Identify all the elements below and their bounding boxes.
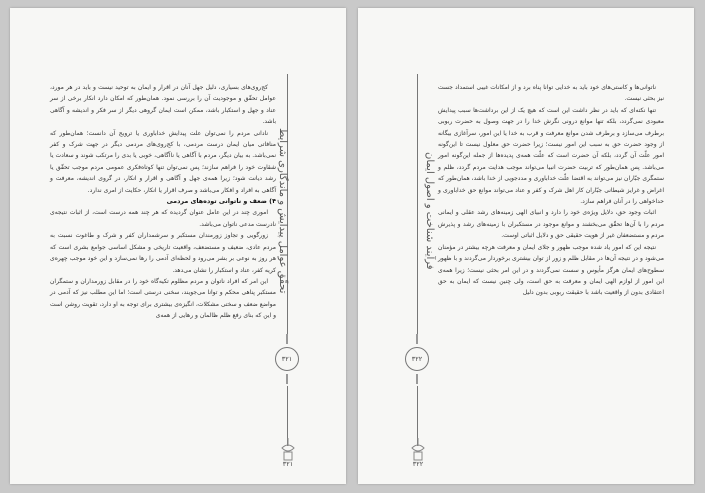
scroll-ornament-icon <box>278 438 298 462</box>
margin-rule-upper <box>417 74 418 336</box>
paragraph: نتیجه این که امور یاد شده موجب ظهور و جلای ایمان و معرفت هرچه بیشتر در مؤمنان می‌شود و در نتیجه آن‌ها در مقابل ظلم و زور از توان بیشتری برخوردار می‌گردند و با ظهور سطوح‌های ایمان هرگز مأیوس و سست نمی‌گردند و در این امر بحثی نیست؛ زیرا همه‌ی این امور از لوازم الهی ایمان و معرفت به حق است، ولی چنین نیست که ایمان به حق اعتقادی بدون از واقعیت باشد با حقیقت ربوبی بدون دلیل <box>438 243 664 297</box>
scroll-ornament-icon <box>408 438 428 462</box>
page-number-badge: ۳۲۱ <box>275 347 299 371</box>
ornament-stem-icon <box>286 334 288 344</box>
running-head: فرآیند شناخت و اصول ایمان <box>424 151 435 270</box>
left-page <box>10 8 346 484</box>
ornament-stem-icon <box>416 374 418 384</box>
page-number-badge: ۳۲۲ <box>405 347 429 371</box>
page-body-text <box>50 82 276 322</box>
margin-rule-lower <box>417 386 418 446</box>
margin-rule-lower <box>287 386 288 446</box>
page-number-ornament <box>274 331 300 387</box>
page-number-footer: ۳۲۲ <box>412 460 424 468</box>
running-head: تحقّق عوامل پیدایش و ماندگاری شرایط <box>277 127 288 294</box>
page-number-ornament <box>404 331 430 387</box>
paragraph: کج‌روی‌های بسیاری، دلیل جهل آنان در اقرار و ایمان به توحید نیست و باید در هر مورد، عوامل تحقّق و موجودیت آن را بررسی نمود. همان‌طور که امکان دارد انکار برخی از سر عناد و جهل و استکبار باشد، ممکن است ایمان گروهی دیگر از سر فکر و اندیشه و آگاهی باشد. <box>50 84 276 126</box>
paragraph: این امر که افراد ناتوان و مردم مظلوم تکیه‌گاه خود را در مقابل زورمداران و ستمگران مستکبر پناهی محکم و توانا می‌جویند، سخنی درستی است؛ اما این مطلب نیز که آدمی در مواضع ضعف و سختی مشکلات، انگیزه‌ی بیشتری برای توجه به او دارد، تقویت روشن است و این که بنای رفع ظلم ظالمان و رهایی از همه‌ی <box>50 277 276 320</box>
paragraph: نادانی مردم را نمی‌توان علت پیدایش خداباوری یا ترویج آن دانست؛ همان‌طور که منافاتی میان ایمان درست مردمی، با کج‌روی‌های مردمی دیگر در جهت شرک و کفر نمی‌باشد. به بیان دیگر، مردم با آگاهی یا ناآگاهی، خوبی یا بدی را مرتکب شوند و سعادت یا شقاوت خود را فراهم سازند؛ پس نمی‌توان تنها کوتاه‌فکری عمومی مردم موجب تحقّق یا رشد دیانت شود؛ زیرا همه‌ی جهل و آگاهی و اقرار و انکار، در گروی اندیشه، معرفت و آگاهی به افراد و افکار می‌باشد و صرف اقرار یا انکار، حکایت از امری ندارد. <box>50 129 276 194</box>
paragraph: تنها نکته‌ای که باید در نظر داشت این است که هیچ یک از این برداشت‌ها سبب پیدایش معبودی نمی‌گردد، بلکه تنها موانع درونی نگرش خدا را در جهت وصول به حضرت ربوبی برطرف می‌سازد و برطرف شدن موانع معرفت و قرب به خدا یا این امور، سرآغازی بیگانه از وجود حضرت حق به سبب این امور نیست؛ زیرا حضرت حق معلول نیست تا این‌گونه امور علّت آن گردد، بلکه آن حضرت است که علّت همه‌ی پدیده‌ها از جمله این‌گونه امور می‌باشد. پس همان‌طور که تربیت حضرت انبیا می‌تواند موجب هدایت مردم گردد، ظلم و ستمگری جبّاران نیز می‌تواند به اقتضا علّت خداباوری و مددجویی از خدا باشد، همان‌طور که اغراض و غرایز شیطانی جبّاران کار اهل شرک و کفر و عناد می‌تواند موانع حق خداباوری و حداخواهی را در آنان فراهم سازد. <box>438 106 664 206</box>
paragraph: زورگویی و تجاوز زورمندان مستکبر و سرشمداران کفر و شرک و طاغوت نسبت به مردم عادی، ضعیف و مستضعف، واقعیت تاریخی و مشکل اساسی جوامع بشری است که هر روز به نوعی بر بشر می‌رود و لحظه‌ای آدمی را رها نمی‌سازد و این خود موجب چهره‌ی کریه کفر، عناد و استکبار را نشان می‌دهد. <box>50 232 276 274</box>
page-number-footer: ۳۲۱ <box>282 460 294 468</box>
ornament-stem-icon <box>286 374 288 384</box>
section-heading: ۴) ضعف و ناتوانی توده‌های مردمی <box>166 197 276 206</box>
paragraph: اموری چند در این عامل عنوان گردیده که هر چند همه درست است، از اثبات نتیجه‌ی نادرست مدعی ناتوان می‌باشد. <box>50 209 276 228</box>
paragraph: اثبات وجود حق، دلایل ویژه‌ی خود را دارد و انبیای الهی زمینه‌های رشد عقلی و ایمانی مردم را با آن‌ها تحقّق می‌بخشند و موانع موجود در مستکبران با زمینه‌های رشد و پذیرش مردم و مستضعفان غیر از هویت حقیقی حق و دلایل اثباتی اوست. <box>438 209 664 240</box>
paragraph: ناتوانی‌ها و کاستی‌های خود باید به خدایی توانا پناه برد و از امکانات غیبی استمداد جست نیز بحثی نیست. <box>438 84 664 103</box>
right-page <box>358 8 694 484</box>
ornament-stem-icon <box>416 334 418 344</box>
page-body-text <box>438 82 664 299</box>
